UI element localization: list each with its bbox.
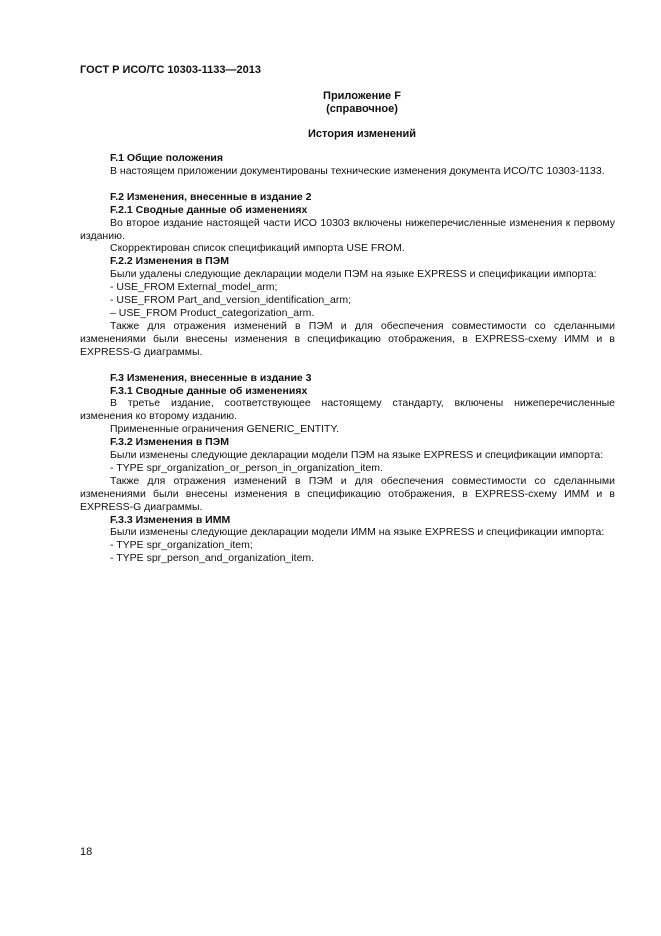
- paragraph-f1: В настоящем приложении документированы технические изменения документа ИСО/ТС 10303-1133.: [110, 164, 605, 177]
- section-heading-f3: F.3 Изменения, внесенные в издание 3: [110, 371, 312, 384]
- document-id-header: ГОСТ Р ИСО/ТС 10303-1133—2013: [80, 64, 261, 76]
- list-item: - USE_FROM External_model_arm;: [110, 281, 278, 294]
- paragraph-f22: Были удалены следующие декларации модели ПЭМ на языке EXPRESS и спецификации импорта:: [110, 268, 597, 281]
- annex-title: Приложение F: [323, 90, 401, 102]
- section-heading-f22: F.2.2 Изменения в ПЭМ: [110, 255, 229, 268]
- list-item: - TYPE spr_organization_or_person_in_organization_item.: [110, 461, 383, 474]
- paragraph-f31: В третье издание, соответствующее настоящему стандарту, включены нижеперечисленные изменения ко второму изданию.: [80, 397, 615, 423]
- paragraph-f22-2: Также для отражения изменений в ПЭМ и для обеспечения совместимости со сделанными изменениями были внесены изменения в спецификацию отображения, в EXPRESS-схему ИММ и в EXPRESS-G диаграммы.: [80, 319, 615, 358]
- spacer: [80, 359, 615, 372]
- paragraph-f32-2: Также для отражения изменений в ПЭМ и для обеспечения совместимости со сделанными изменениями были внесены изменения в спецификацию отображения, в EXPRESS-схему ИММ и в EXPRESS-G диаграммы.: [80, 474, 615, 513]
- paragraph-f33: Были изменены следующие декларации модели ИММ на языке EXPRESS и спецификации импорта:: [110, 526, 605, 539]
- section-heading-f31: F.3.1 Сводные данные об изменениях: [110, 384, 308, 397]
- section-heading-f33: F.3.3 Изменения в ИММ: [110, 513, 231, 526]
- paragraph-f32: Были изменены следующие декларации модели ПЭМ на языке EXPRESS и спецификации импорта:: [110, 449, 604, 462]
- annex-subtitle: (справочное): [326, 103, 398, 115]
- list-item: - TYPE spr_organization_item;: [110, 539, 253, 552]
- section-heading-f21: F.2.1 Сводные данные об изменениях: [110, 203, 308, 216]
- paragraph-f21-2: Скорректирован список спецификаций импорта USE FROM.: [110, 242, 405, 255]
- annex-heading: История изменений: [307, 128, 417, 140]
- paragraph-f31-2: Примененные ограничения GENERIC_ENTITY.: [110, 423, 340, 436]
- list-item: - USE_FROM Part_and_version_identification_arm;: [110, 294, 352, 307]
- document-body: [80, 152, 615, 565]
- list-item: - TYPE spr_person_and_organization_item.: [110, 552, 315, 565]
- section-heading-f32: F.3.2 Изменения в ПЭМ: [110, 436, 229, 449]
- section-heading-f1: F.1 Общие положения: [110, 152, 224, 164]
- list-item: – USE_FROM Product_categorization_arm.: [110, 306, 315, 319]
- spacer: [80, 178, 615, 191]
- section-heading-f2: F.2 Изменения, внесенные в издание 2: [110, 190, 312, 203]
- page-number: 18: [80, 846, 93, 858]
- paragraph-f21: Во второе издание настоящей части ИСО 10303 включены нижеперечисленные изменения к первому изданию.: [80, 216, 615, 242]
